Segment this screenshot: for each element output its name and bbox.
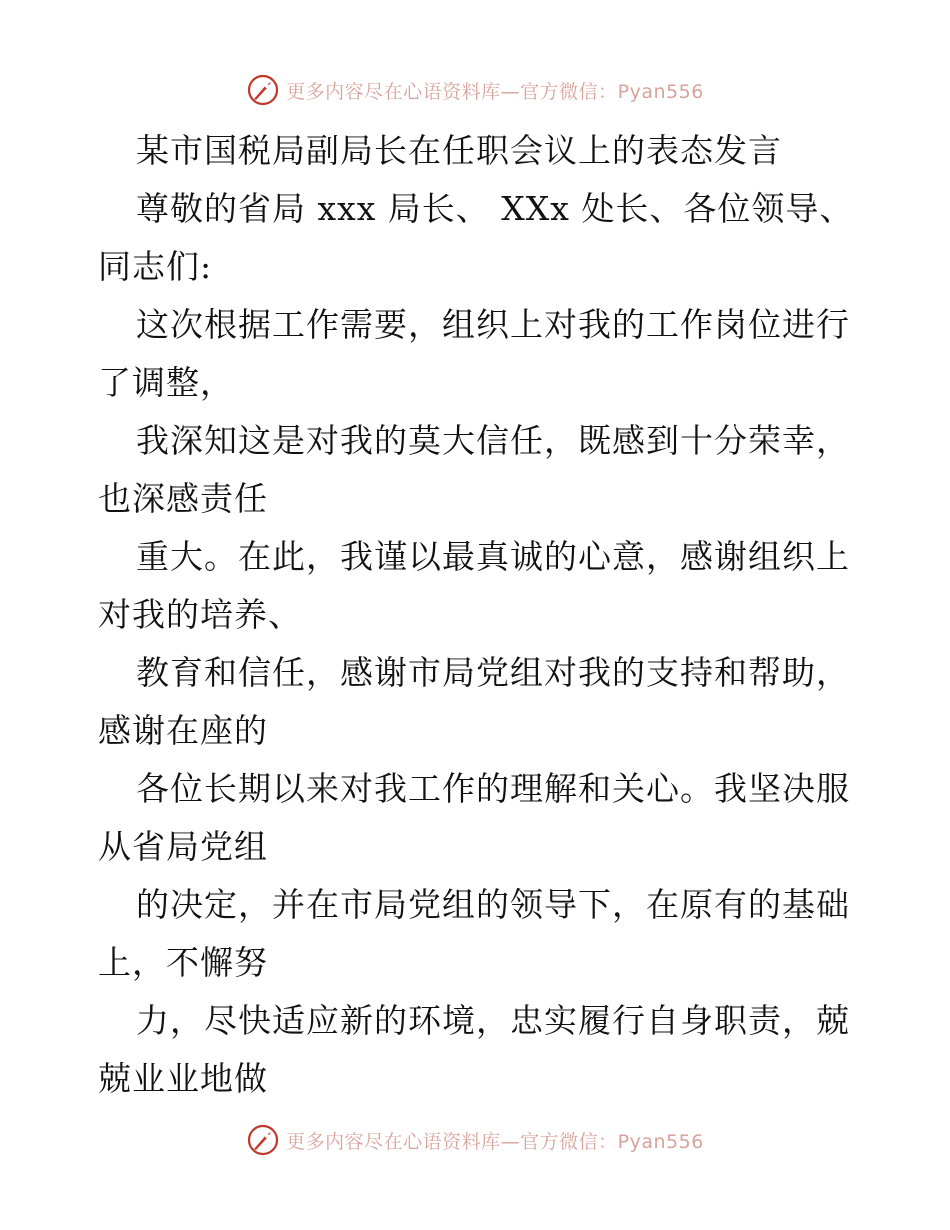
paragraph-line: 兢业业地做 xyxy=(98,1059,268,1098)
paragraph-line: 教育和信任，感谢市局党组对我的支持和帮助， xyxy=(136,653,850,692)
paragraph-line: 各位长期以来对我工作的理解和关心。我坚决服 xyxy=(136,769,850,808)
paragraph-line: 感谢在座的 xyxy=(98,711,268,750)
pen-nib-logo-icon xyxy=(246,1123,280,1157)
watermark-text: 更多内容尽在心语资料库—官方微信：Pyan556 xyxy=(286,1130,704,1153)
paragraph-line: 上，不懈努 xyxy=(98,943,268,982)
paragraph-line: 同志们: xyxy=(98,247,213,286)
paragraph-line: 我深知这是对我的莫大信任，既感到十分荣幸， xyxy=(136,421,850,460)
document-title: 某市国税局副局长在任职会议上的表态发言 xyxy=(136,131,782,170)
paragraph-line: 力，尽快适应新的环境，忠实履行自身职责，兢 xyxy=(136,1001,850,1040)
document-body xyxy=(98,122,858,1108)
paragraph-line: 了调整， xyxy=(98,363,234,402)
paragraph-line: 的决定，并在市局党组的领导下，在原有的基础 xyxy=(136,885,850,924)
paragraph-line: 也深感责任 xyxy=(98,479,268,518)
watermark-text: 更多内容尽在心语资料库—官方微信：Pyan556 xyxy=(286,80,704,103)
pen-nib-logo-icon xyxy=(246,73,280,107)
footer-watermark xyxy=(0,1120,950,1160)
paragraph-line: 重大。在此，我谨以最真诚的心意，感谢组织上 xyxy=(136,537,850,576)
paragraph-line: 从省局党组 xyxy=(98,827,268,866)
header-watermark xyxy=(0,70,950,110)
paragraph-line: 这次根据工作需要，组织上对我的工作岗位进行 xyxy=(136,305,850,344)
paragraph-line: 尊敬的省局 xxx 局长、 XXx 处长、各位领导、 xyxy=(136,189,854,228)
paragraph-line: 对我的培养、 xyxy=(98,595,302,634)
